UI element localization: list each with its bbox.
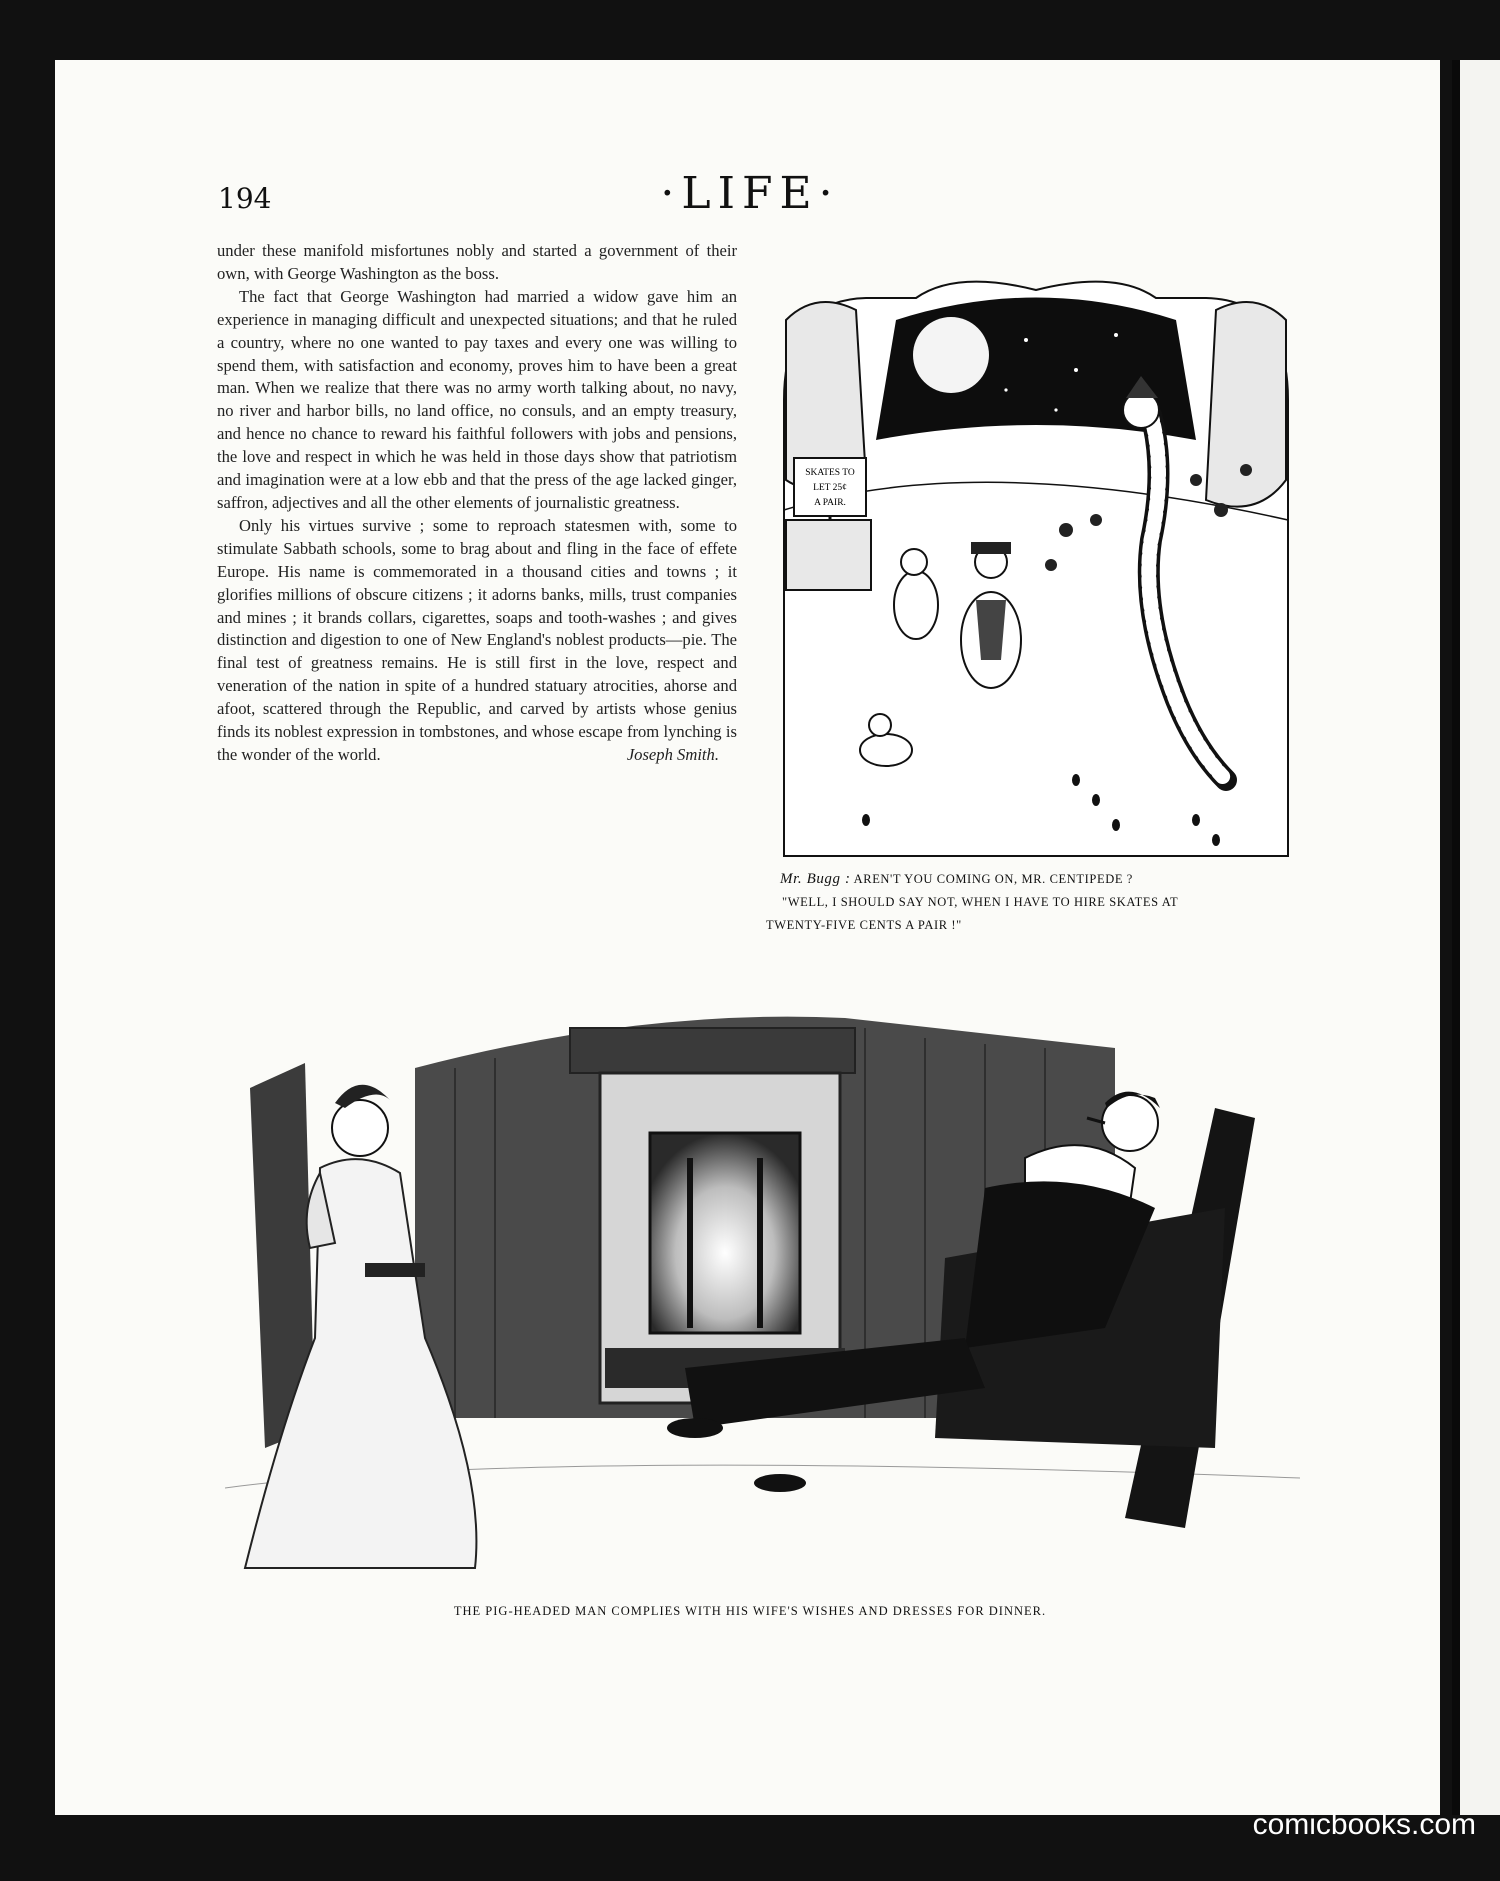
skates-sign-line: SKATES TO <box>805 468 855 478</box>
article-byline: Joseph Smith. <box>626 744 719 764</box>
fireplace-illustration <box>225 1008 1300 1588</box>
masthead-title: ·LIFE· <box>660 168 840 219</box>
illustration-caption: THE PIG-HEADED MAN COMPLIES WITH HIS WIFE'S WISHES AND DRESSES FOR DINNER. <box>453 1604 1047 1618</box>
caption-text: "WELL, I SHOULD SAY NOT, WHEN I HAVE TO HIRE SKATES AT <box>782 895 1179 909</box>
caption-text: TWENTY-FIVE CENTS A PAIR !" <box>766 918 962 932</box>
article-text <box>217 240 737 767</box>
page-number: 194 <box>218 182 272 215</box>
article-paragraph: under these manifold misfortunes nobly and started a government of their own, with George Washington as the boss. <box>217 241 737 283</box>
skates-sign-line: LET 25¢ <box>813 483 847 493</box>
article-paragraph-text: Only his virtues survive ; some to reproach statesmen with, some to stimulate Sabbath schools, some to brag about and fling in the face of effete Europe. His name is commemorated in a thousand cities and towns ; it glorifies millions of obscure citizens ; it adorns banks, mills, trust companies and mines ; it brands collars, cigarettes, soaps and tooth-washes ; and gives distinction and digestion to one of New England's noblest products—pie. The final test of greatness remains. He is still first in the love, respect and veneration of the nation in spite of a hundred statuary atrocities, ahorse and afoot, scattered through the Republic, and carved by artists whose genius finds its noblest expression in tombstones, and whose escape from lynching is the wonder of the world. <box>217 515 737 764</box>
site-watermark: comicbooks.com <box>1252 1808 1476 1841</box>
caption-speaker: Mr. Bugg : <box>780 871 851 887</box>
centipede-skating-cartoon <box>776 280 1296 862</box>
skates-sign-line: A PAIR. <box>814 498 846 508</box>
caption-text: AREN'T YOU COMING ON, MR. CENTIPEDE ? <box>853 872 1133 886</box>
facing-page-edge <box>1452 60 1500 1815</box>
cartoon-caption <box>766 868 1306 937</box>
article-paragraph: The fact that George Washington had married a widow gave him an experience in managing difficult and unexpected situations; and that he ruled a country, where no one wanted to pay taxes and every one was willing to spend them, with satisfaction and economy, proves him to have been a great man. When we realize that there was no army worth talking about, no navy, no river and harbor bills, no land office, no consuls, and an empty treasury, and hence no chance to reward his faithful followers with jobs and pensions, the love and respect in which he was held in those days show that patriotism and imagination were at a low ebb and that the press of the age lacked ginger, saffron, adjectives and all the other elements of journalistic greatness. <box>217 286 737 512</box>
article-paragraph <box>217 515 737 767</box>
